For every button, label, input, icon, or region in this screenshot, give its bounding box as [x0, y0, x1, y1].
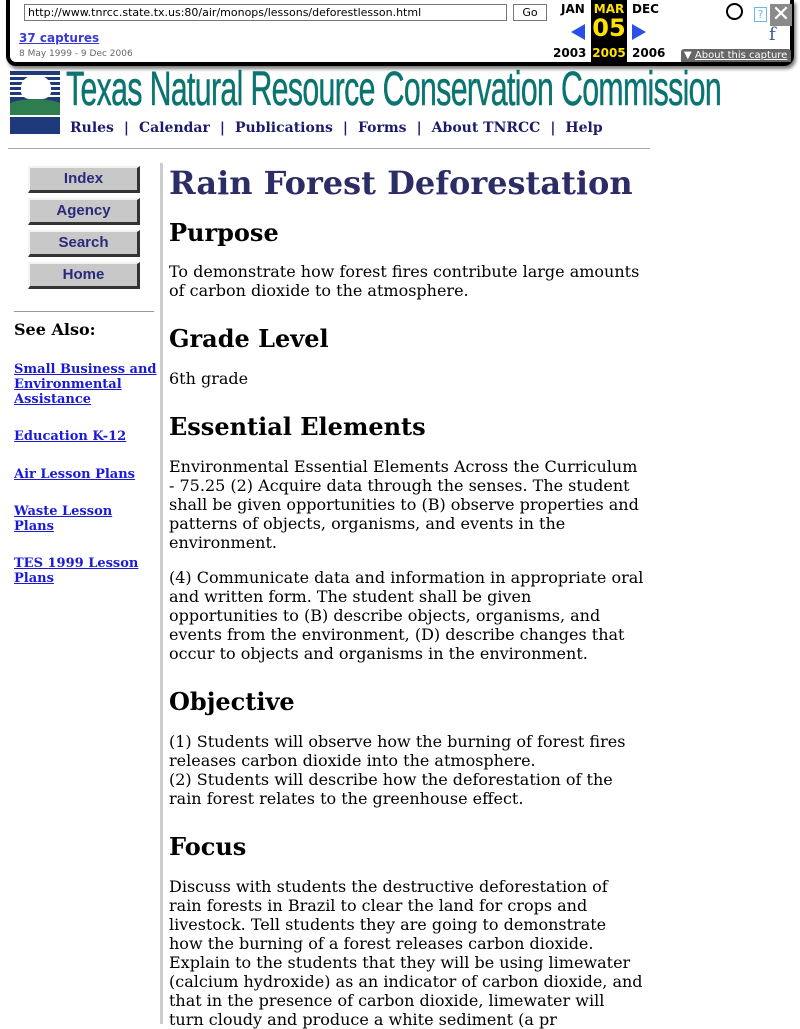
column-divider — [160, 163, 163, 1024]
search-button[interactable]: Search — [28, 230, 140, 257]
close-icon[interactable]: ✕ — [771, 2, 791, 27]
index-button[interactable]: Index — [28, 166, 140, 193]
purpose-text: To demonstrate how forest fires contribute large amounts of carbon dioxide to the atmosphere. — [169, 262, 640, 300]
see-also-heading: See Also: — [14, 320, 96, 339]
essential-elements-text-1: Environmental Essential Elements Across the Curriculum - 75.25 (2) Acquire data through the senses. The student shall be given opportunities to (B) observe properties and patterns of objects, organisms, and events in the environment. — [169, 457, 639, 552]
nav-publications[interactable]: Publications — [234, 120, 333, 136]
banner-nav — [70, 120, 603, 136]
about-capture-button[interactable] — [681, 49, 791, 62]
link-air-lesson-plans[interactable]: Air Lesson Plans — [14, 467, 136, 482]
prev-month-label[interactable]: JAN — [561, 2, 585, 16]
prev-year-label[interactable]: 2003 — [553, 46, 587, 60]
current-capture — [591, 0, 627, 62]
go-button[interactable]: Go — [513, 4, 547, 21]
section-heading-objective: Objective — [169, 687, 295, 716]
captures-link[interactable]: 37 captures — [19, 31, 100, 45]
nav-calendar[interactable]: Calendar — [139, 120, 210, 136]
header-divider — [8, 148, 650, 149]
nav-forms[interactable]: Forms — [357, 120, 407, 136]
next-month-label[interactable]: DEC — [632, 2, 659, 16]
next-capture-arrow-icon[interactable] — [632, 24, 646, 40]
essential-elements-text-2: (4) Communicate data and information in appropriate oral and written form. The student shall be given opportunities to (B) describe objects, organisms, and events from the environment, (D) describe changes that occur to objects and organisms in the environment. — [169, 568, 644, 663]
triangle-down-icon: ▼ — [684, 50, 692, 61]
section-heading-essential-elements: Essential Elements — [169, 412, 426, 441]
link-tes-1999-lesson-plans[interactable]: TES 1999 Lesson Plans — [14, 556, 139, 586]
nav-separator: | — [219, 120, 225, 136]
nav-help[interactable]: Help — [565, 120, 603, 136]
current-day: 05 — [592, 14, 626, 42]
section-heading-focus: Focus — [169, 832, 247, 861]
section-heading-grade-level: Grade Level — [169, 324, 329, 353]
agency-button[interactable]: Agency — [28, 198, 140, 225]
prev-capture-arrow-icon[interactable] — [571, 24, 585, 40]
link-waste-lesson-plans[interactable]: Waste Lesson Plans — [14, 504, 113, 534]
nav-about[interactable]: About TNRCC — [431, 120, 541, 136]
nav-separator: | — [416, 120, 422, 136]
help-icon[interactable]: ? — [754, 7, 767, 22]
nav-separator: | — [550, 120, 556, 136]
tnrcc-logo[interactable] — [10, 71, 60, 134]
next-year-label[interactable]: 2006 — [632, 46, 666, 60]
wayback-toolbar — [6, 0, 794, 66]
about-capture-label: About this capture — [694, 50, 788, 61]
url-input[interactable]: http://www.tnrcc.state.tx.us:80/air/monops/lessons/deforestlesson.html — [24, 4, 507, 21]
link-small-business[interactable]: Small Business and Environmental Assistance — [14, 362, 157, 407]
current-month: MAR — [593, 2, 625, 16]
facebook-icon[interactable]: f — [769, 24, 776, 45]
section-heading-purpose: Purpose — [169, 218, 279, 247]
page-title: Rain Forest Deforestation — [169, 164, 633, 202]
home-button[interactable]: Home — [28, 262, 140, 289]
nav-separator: | — [123, 120, 130, 136]
agency-title: Texas Natural Resource Conservation Commission — [66, 63, 722, 116]
main-content — [169, 163, 644, 1029]
capture-date-range: 8 May 1999 - 9 Dec 2006 — [19, 49, 133, 59]
current-year: 2005 — [592, 46, 626, 60]
grade-level-text: 6th grade — [169, 369, 249, 388]
nav-separator: | — [342, 120, 348, 136]
focus-text: Discuss with students the destructive deforestation of rain forests in Brazil to clear the land for crops and livestock. Tell students they are going to demonstrate how the burning of a forest releases carbon dioxide. Explain to the students that they will be using limewater (calcium hydroxide) as an indicator of carbon dioxide, and that in the presence of carbon dioxide, limewater will turn cloudy and produce a white sediment (a pr — [169, 877, 643, 1029]
account-circle-icon[interactable] — [726, 3, 743, 20]
sidebar-divider — [14, 311, 154, 312]
nav-rules[interactable]: Rules — [70, 120, 114, 136]
objective-text-2: (2) Students will describe how the deforestation of the rain forest relates to the greenhouse effect. — [169, 770, 613, 808]
objective-text-1: (1) Students will observe how the burning of forest fires releases carbon dioxide into the atmosphere. — [169, 732, 626, 770]
link-education-k12[interactable]: Education K-12 — [14, 429, 127, 444]
